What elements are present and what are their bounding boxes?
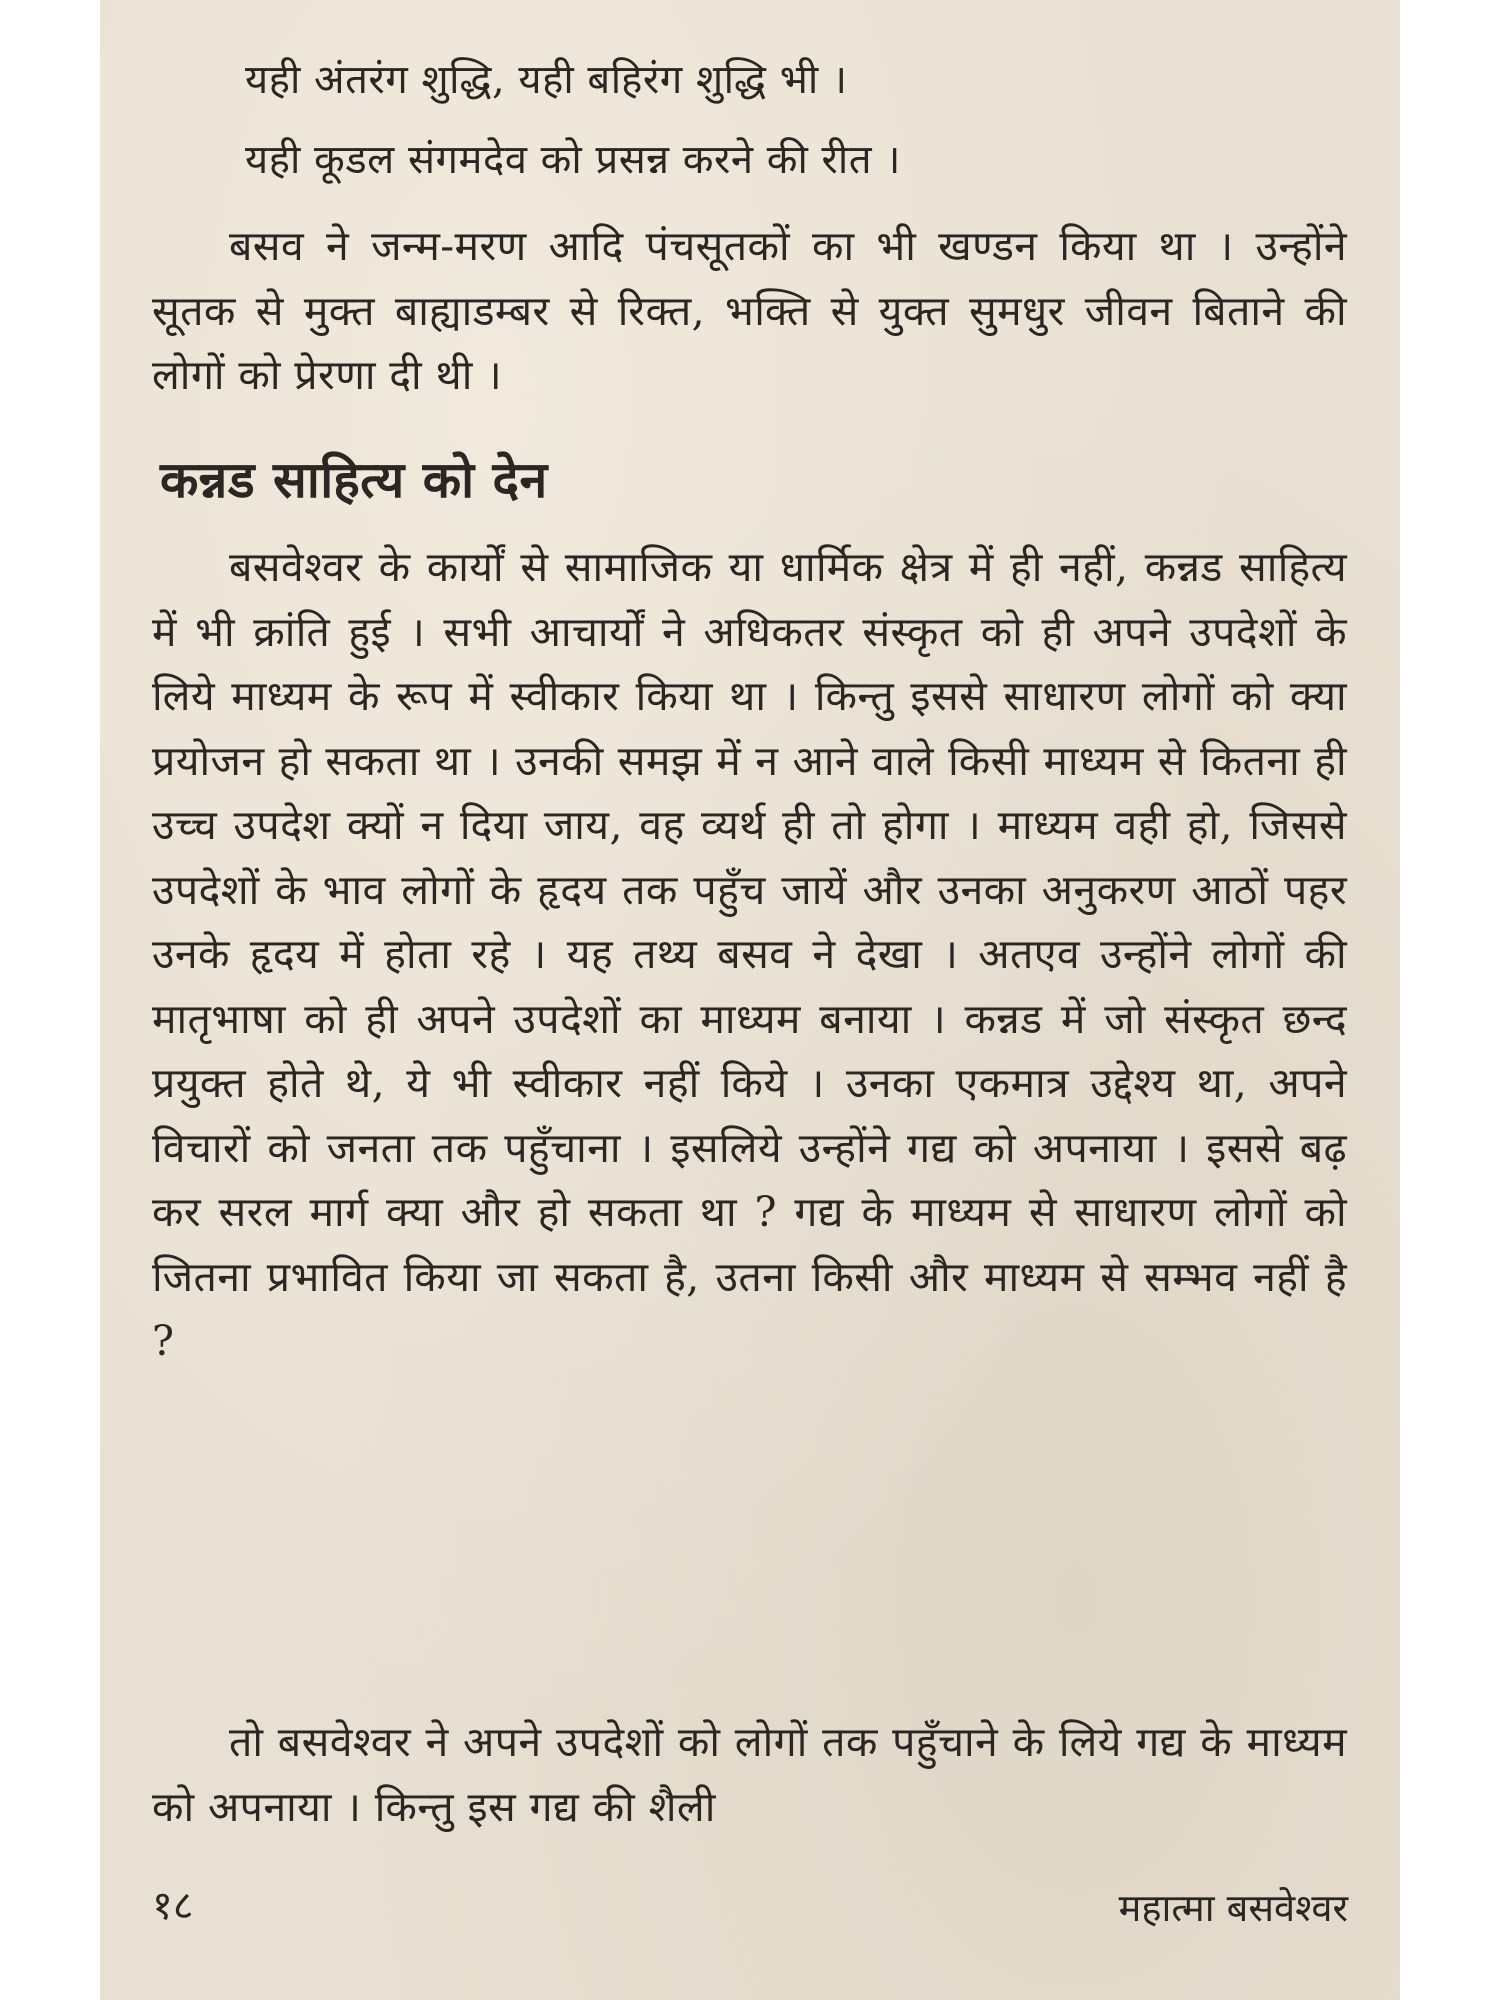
running-footer-title: महात्मा बसवेश्वर: [1118, 1886, 1348, 1930]
book-page: [100, 0, 1400, 2000]
verse-line-1: यही अंतरंग शुद्धि, यही बहिरंग शुद्धि भी ।: [245, 57, 848, 103]
section-heading: कन्नड साहित्य को देन: [160, 451, 548, 509]
paragraph-kannada-literature: बसवेश्वर के कार्यों से सामाजिक या धार्मिक क्षेत्र में ही नहीं, कन्नड साहित्य में भी क्रांति हुई । सभी आचार्यों ने अधिकतर संस्कृत को ही अपने उपदेशों के लिये माध्यम के रूप में स्वीकार किया था । किन्तु इससे साधारण लोगों को क्या प्रयोजन हो सकता था । उनकी समझ में न आने वाले किसी माध्यम से कितना ही उच्च उपदेश क्यों न दिया जाय, वह व्यर्थ ही तो होगा । माध्यम वही हो, जिससे उपदेशों के भाव लोगों के हृदय तक पहुँच जायें और उनका अनुकरण आठों पहर उनके हृदय में होता रहे । यह तथ्य बसव ने देखा । अतएव उन्होंने लोगों की मातृभाषा को ही अपने उपदेशों का माध्यम बनाया । कन्नड में जो संस्कृत छन्द प्रयुक्त होते थे, ये भी स्वीकार नहीं किये । उनका एकमात्र उद्देश्य था, अपने विचारों को जनता तक पहुँचाना । इसलिये उन्होंने गद्य को अपनाया । इससे बढ़ कर सरल मार्ग क्या और हो सकता था ? गद्य के माध्यम से साधारण लोगों को जितना प्रभावित किया जा सकता है, उतना किसी और माध्यम से सम्भव नहीं है ?: [152, 543, 1347, 1365]
paragraph-prose-medium: तो बसवेश्वर ने अपने उपदेशों को लोगों तक पहुँचाने के लिये गद्य के माध्यम को अपनाया । किन्तु इस गद्य की शैली: [152, 1718, 1347, 1831]
verse-line-2: यही कूडल संगमदेव को प्रसन्न करने की रीत ।: [245, 137, 901, 183]
page-number: १८: [152, 1883, 194, 1929]
paragraph-sutak: बसव ने जन्म-मरण आदि पंचसूतकों का भी खण्डन किया था । उन्होंने सूतक से मुक्त बाह्याडम्बर से रिक्त, भक्ति से युक्त सुमधुर जीवन बिताने की लोगों को प्रेरणा दी थी ।: [152, 222, 1347, 399]
